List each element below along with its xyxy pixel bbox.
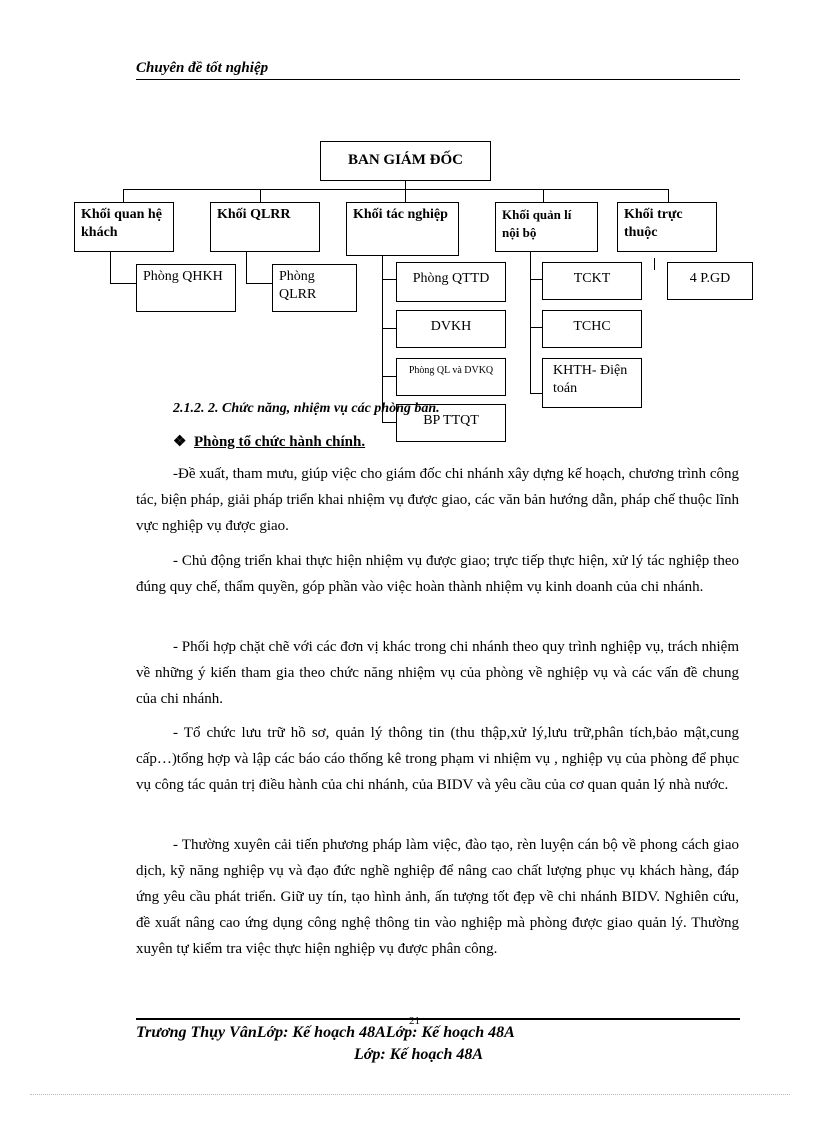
org-block-label: Khối quan hệ khách	[81, 207, 162, 240]
tacnghiep-branch-4	[382, 422, 396, 423]
org-unit-tckt	[542, 262, 642, 300]
tacnghiep-branch-2	[382, 328, 396, 329]
tacnghiep-branch-3	[382, 376, 396, 377]
block-drop-3	[405, 189, 406, 202]
qhkh-branch	[110, 283, 136, 284]
section-heading: 2.1.2. 2. Chức năng, nhiệm vụ các phòng ban.	[173, 401, 440, 416]
tacnghiep-branch-1	[382, 279, 396, 280]
org-unit-label: 4 P.GD	[689, 271, 731, 286]
org-root-label: BAN GIÁM ĐỐC	[348, 152, 463, 168]
org-unit-label: Phòng QLRR	[279, 269, 317, 302]
org-unit-tchc	[542, 310, 642, 348]
org-block-qhkh	[74, 202, 174, 252]
org-unit-khth	[542, 358, 642, 408]
org-unit-dvkh	[396, 310, 506, 348]
noibo-branch-3	[530, 393, 542, 394]
org-unit-label: DVKH	[430, 319, 472, 334]
qlrr-spine	[246, 252, 247, 284]
org-block-qlrr	[210, 202, 320, 252]
block-drop-4	[543, 189, 544, 202]
org-unit-phong-qlrr	[272, 264, 357, 312]
org-unit-label: TCKT	[573, 271, 611, 286]
org-block-label: Khối quản lí nội bộ	[502, 207, 572, 240]
org-unit-phong-qhkh	[136, 264, 236, 312]
org-unit-label: KHTH- Điện toán	[553, 363, 628, 396]
org-block-label: Khối QLRR	[217, 207, 291, 222]
page-number: 21	[409, 1015, 420, 1027]
block-drop-2	[260, 189, 261, 202]
page-break-dotted-line	[30, 1094, 790, 1095]
org-block-noibo	[495, 202, 598, 252]
qlrr-branch	[246, 283, 272, 284]
diamond-bullet-icon: ❖	[173, 434, 187, 450]
org-root-box	[320, 141, 491, 181]
document-header-title: Chuyên đề tốt nghiệp	[136, 60, 269, 76]
org-unit-label: Phòng QTTD	[412, 271, 490, 286]
noibo-branch-1	[530, 279, 542, 280]
org-unit-label: Phòng QHKH	[143, 269, 223, 284]
footer-rule	[136, 1018, 740, 1020]
org-block-label: Khối trực thuộc	[624, 207, 683, 240]
noibo-branch-2	[530, 327, 542, 328]
org-block-tructhuoc	[617, 202, 717, 252]
org-unit-label: Phòng QL và DVKQ	[408, 365, 494, 376]
noibo-spine	[530, 250, 531, 394]
bullet-heading	[173, 432, 365, 451]
org-unit-phong-ql-dvkq	[396, 358, 506, 396]
body-paragraph: -Đề xuất, tham mưu, giúp việc cho giám đốc chi nhánh xây dựng kế hoạch, chương trình công tác, biện pháp, giải pháp triển khai nhiệm vụ được giao, các văn bản hướng dẫn, pháp chế thuộc lĩnh vực nghiệp vụ được giao.	[136, 466, 739, 534]
org-unit-label: TCHC	[573, 319, 611, 334]
org-block-label: Khối tác nghiệp	[353, 207, 448, 222]
org-unit-label: BP TTQT	[423, 413, 479, 428]
header-rule	[136, 79, 740, 80]
tacnghiep-spine	[382, 256, 383, 423]
footer-line-1: Trương Thụy VânLớp: Kế hoạch 48ALớp: Kế hoạch 48A	[136, 1024, 515, 1041]
block-bus	[123, 189, 668, 190]
org-unit-4pgd	[667, 262, 753, 300]
body-paragraph: - Phối hợp chặt chẽ với các đơn vị khác trong chi nhánh theo quy trình nghiệp vụ, trách nhiệm về những ý kiến tham gia theo chức năng nhiệm vụ của phòng về nghiệp vụ và các vấn đề chung của chi nhánh.	[136, 639, 739, 707]
org-block-tacnghiep	[346, 202, 459, 256]
body-paragraph: - Thường xuyên cải tiến phương pháp làm việc, đào tạo, rèn luyện cán bộ về phong cách giao dịch, kỹ năng nghiệp vụ và đạo đức nghề nghiệp để nâng cao chất lượng phục vụ khách hàng, đáp ứng yêu cầu phát triển. Giữ uy tín, tạo hình ảnh, ấn tượng tốt đẹp về chi nhánh BIDV. Nghiên cứu, đề xuất nâng cao ứng dụng công nghệ thông tin vào nghiệp mà phòng được giao quản lý. Thường xuyên tự kiểm tra việc thực hiện nghiệp vụ được phân công.	[136, 837, 739, 957]
body-paragraph: - Chủ động triển khai thực hiện nhiệm vụ được giao; trực tiếp thực hiện, xử lý tác nghiệp theo đúng quy chế, thẩm quyền, góp phần vào việc hoàn thành nhiệm vụ kinh doanh của chi nhánh.	[136, 553, 739, 595]
tructhuoc-spine	[654, 258, 655, 270]
block-drop-1	[123, 189, 124, 202]
footer-line-2: Lớp: Kế hoạch 48A	[354, 1046, 484, 1063]
bullet-title: Phòng tổ chức hành chính.	[193, 434, 366, 450]
org-unit-phong-qttd	[396, 262, 506, 302]
qhkh-spine	[110, 250, 111, 284]
body-paragraph: - Tổ chức lưu trữ hồ sơ, quản lý thông tin (thu thập,xử lý,lưu trữ,phân tích,bảo mật,cung cấp…)tổng hợp và lập các báo cáo thống kê trong phạm vi nhiệm vụ , nghiệp vụ của phòng để phục vụ công tác quản trị điều hành của chi nhánh, của BIDV và yêu cầu của cơ quan quản lý nhà nước.	[136, 725, 739, 793]
block-drop-5	[668, 189, 669, 202]
